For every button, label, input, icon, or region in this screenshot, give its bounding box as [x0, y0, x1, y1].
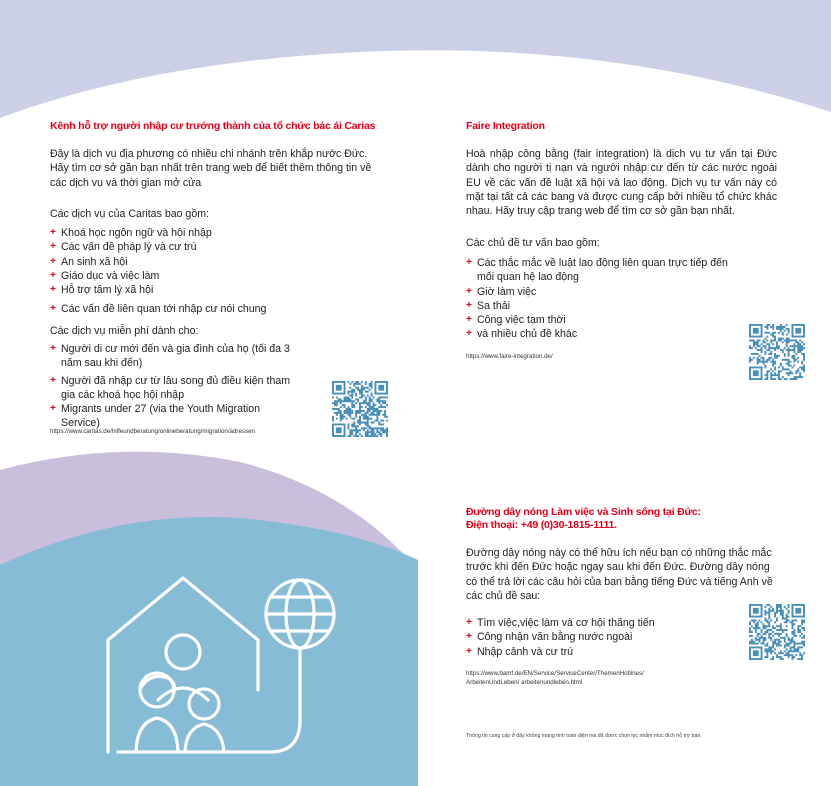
caritas-title: Kênh hỗ trợ người nhập cư trưởng thành của tổ chức bác ái Carias	[50, 120, 376, 132]
caritas-free-list	[50, 342, 298, 431]
list-item: + và nhiều chủ đề khác	[466, 327, 736, 341]
faire-title: Faire Integration	[466, 120, 545, 132]
faire-intro: Hoà nhập công bằng (fair integration) là dịch vụ tư vấn tại Đức dành cho người tị nạn và người nhập cư đến từ các nước ngoài EU về các vấn đề luật xã hội và lao động. Dịch vụ tư vấn này có mặt tại tất cả các bang và được cung cấp bởi nhiều tổ chức khác nhau. Hãy truy cập trang web để tìm cơ sở gần bạn nhất.	[466, 148, 777, 218]
list-item: + Công việc tạm thời	[466, 313, 736, 327]
list-item: + Người đã nhập cư từ lâu song đủ điều kiện tham gia các khoá học hội nhập	[50, 374, 298, 403]
blue-wave	[0, 517, 418, 786]
caritas-free-heading: Các dịch vụ miễn phí dành cho:	[50, 325, 199, 337]
hotline-phone: Điện thoại: +49 (0)30-1815-1111.	[466, 519, 617, 531]
list-item: + Công nhận văn bằng nước ngoài	[466, 630, 726, 644]
caritas-services-heading: Các dịch vụ của Caritas bao gồm:	[50, 208, 209, 220]
list-item: + Các vấn đề pháp lý và cư trú	[50, 240, 350, 254]
list-item: + An sinh xã hội	[50, 255, 350, 269]
list-item: + Các thắc mắc về luật lao động liên quan trực tiếp đến mối quan hệ lao động	[466, 256, 736, 285]
disclaimer: Thông tin cung cấp ở đây không mang tính toàn diện mà đã được chọn lọc nhằm mục đích hỗ trợ bạn.	[466, 733, 702, 739]
hotline-qr-code[interactable]	[749, 604, 805, 660]
faire-topics-heading: Các chủ đề tư vấn bao gồm:	[466, 237, 600, 249]
list-item: + Hỗ trợ tâm lý xã hội	[50, 283, 350, 297]
hotline-topics-list	[466, 616, 726, 659]
hotline-url-line2[interactable]: ArbeitenUndLeben/ arbeitenundleben.html	[466, 679, 583, 686]
faire-url[interactable]: https://www.faire-integration.de/	[466, 353, 553, 360]
caritas-url[interactable]: https://www.caritas.de/hilfeundberatung/onlineberatung/migration/adressen	[50, 428, 255, 435]
caritas-services-extra	[50, 302, 350, 316]
list-item: + Migrants under 27 (via the Youth Migration Service)	[50, 402, 298, 431]
list-item: + Giờ làm việc	[466, 285, 736, 299]
list-item: + Nhập cảnh và cư trú	[466, 645, 726, 659]
list-item: + Khoá học ngôn ngữ và hội nhập	[50, 226, 350, 240]
caritas-services-list	[50, 226, 350, 297]
list-item: + Các vấn đề liên quan tới nhập cư nói chung	[50, 302, 350, 316]
list-item: + Giáo dục và việc làm	[50, 269, 350, 283]
hotline-title: Đường dây nóng Làm việc và Sinh sống tại Đức:	[466, 506, 701, 518]
hotline-intro: Đường dây nóng này có thể hữu ích nếu bạn có những thắc mắc trước khi đến Đức hoặc ngay sau khi đến Đức. Đường dây nóng có thể trả lời các câu hỏi của bạn bằng tiếng Đức và tiếng Anh về các chủ đề sau:	[466, 547, 773, 602]
hotline-url-line1[interactable]: https://www.bamf.de/EN/Service/ServiceCenter/ThemenHotlines/	[466, 670, 644, 677]
faire-topics-list	[466, 256, 736, 342]
caritas-qr-code[interactable]	[332, 381, 388, 437]
list-item: + Người di cư mới đến và gia đình của họ (tối đa 3 năm sau khi đến)	[50, 342, 298, 371]
list-item: + Tìm việc,việc làm và cơ hội thăng tiến	[466, 616, 726, 630]
top-lavender-band	[0, 0, 831, 118]
caritas-intro: Đây là dịch vụ địa phương có nhiều chi nhánh trên khắp nước Đức. Hãy tìm cơ sở gần bạn nhất trên trang web để biết thêm thông tin về các dịch vụ và thời gian mở cửa	[50, 148, 372, 189]
list-item: + Sa thải	[466, 299, 736, 313]
faire-qr-code[interactable]	[749, 324, 805, 380]
